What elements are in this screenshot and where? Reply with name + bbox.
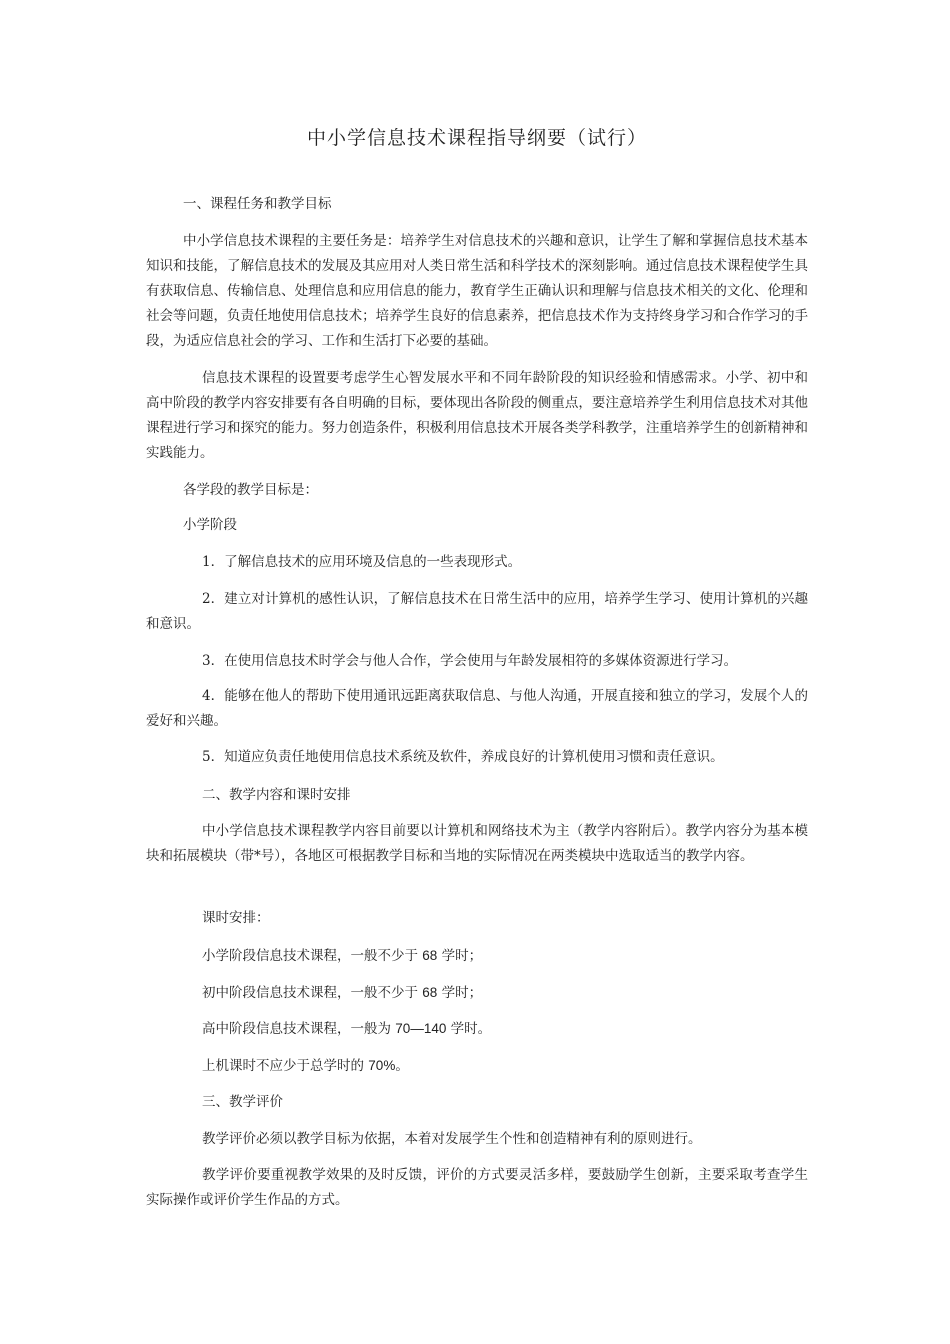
list-item-goal-5: 5．知道应负责任地使用信息技术系统及软件，养成良好的计算机使用习惯和责任意识。 <box>202 749 724 765</box>
paragraph-hours-junior <box>146 980 808 1006</box>
hours-junior-number: 68 <box>422 985 438 1000</box>
hours-junior-unit: 学时； <box>441 985 483 1001</box>
paragraph-hours-lab <box>146 1053 808 1079</box>
paragraph-teaching-content: 中小学信息技术课程教学内容目前要以计算机和网络技术为主（教学内容附后）。教学内容分为基本模块和拓展模块（带*号），各地区可根据教学目标和当地的实际情况在两类模块中选取适当的教学内容。 <box>146 823 808 864</box>
paragraph-evaluation-basis: 教学评价必须以教学目标为依据，本着对发展学生个性和创造精神有利的原则进行。 <box>202 1131 702 1147</box>
hours-senior-text: 高中阶段信息技术课程，一般为 <box>202 1021 391 1037</box>
section-heading-2: 二、教学内容和课时安排 <box>202 787 351 803</box>
hours-primary-number: 68 <box>422 948 438 963</box>
hours-senior-number: 70—140 <box>395 1021 447 1036</box>
hours-lab-text: 上机课时不应少于总学时的 <box>202 1058 364 1074</box>
section-heading-1: 一、课程任务和教学目标 <box>183 196 332 212</box>
hours-lab-number: 70% <box>368 1058 396 1073</box>
paragraph-hours-intro: 课时安排： <box>202 910 270 926</box>
paragraph-course-tasks: 中小学信息技术课程的主要任务是：培养学生对信息技术的兴趣和意识，让学生了解和掌握信息技术基本知识和技能，了解信息技术的发展及其应用对人类日常生活和科学技术的深刻影响。通过信息技术课程使学生具有获取信息、传输信息、处理信息和应用信息的能力，教育学生正确认识和理解与信息技术相关的文化、伦理和社会等问题，负责任地使用信息技术；培养学生良好的信息素养，把信息技术作为支持终身学习和合作学习的手段，为适应信息社会的学习、工作和生活打下必要的基础。 <box>146 233 808 349</box>
list-item-goal-2: 2．建立对计算机的感性认识，了解信息技术在日常生活中的应用，培养学生学习、使用计算机的兴趣和意识。 <box>146 591 808 632</box>
list-item-goal-3: 3．在使用信息技术时学会与他人合作，学会使用与年龄发展相符的多媒体资源进行学习。 <box>202 653 738 669</box>
paragraph-hours-primary <box>146 943 808 969</box>
list-item-goal-4: 4．能够在他人的帮助下使用通讯远距离获取信息、与他人沟通，开展直接和独立的学习，发展个人的爱好和兴趣。 <box>146 688 808 729</box>
paragraph-course-setup: 信息技术课程的设置要考虑学生心智发展水平和不同年龄阶段的知识经验和情感需求。小学、初中和高中阶段的教学内容安排要有各自明确的目标，要体现出各阶段的侧重点，要注意培养学生利用信息技术对其他课程进行学习和探究的能力。努力创造条件，积极利用信息技术开展各类学科教学，注重培养学生的创新精神和实践能力。 <box>146 370 808 461</box>
hours-junior-text: 初中阶段信息技术课程，一般不少于 <box>202 985 418 1001</box>
paragraph-evaluation-methods: 教学评价要重视教学效果的及时反馈，评价的方式要灵活多样，要鼓励学生创新，主要采取考查学生实际操作或评价学生作品的方式。 <box>146 1167 808 1208</box>
document-title: 中小学信息技术课程指导纲要（试行） <box>306 127 647 149</box>
paragraph-stage-goals-intro: 各学段的教学目标是： <box>183 482 318 498</box>
hours-primary-unit: 学时； <box>441 948 483 964</box>
paragraph-hours-senior <box>146 1016 808 1042</box>
hours-lab-period: 。 <box>395 1058 409 1074</box>
hours-primary-text: 小学阶段信息技术课程，一般不少于 <box>202 948 418 964</box>
section-heading-3: 三、教学评价 <box>202 1094 283 1110</box>
list-item-goal-1: 1．了解信息技术的应用环境及信息的一些表现形式。 <box>202 554 522 570</box>
hours-senior-unit: 学时。 <box>450 1021 492 1037</box>
paragraph-primary-stage: 小学阶段 <box>183 517 237 533</box>
